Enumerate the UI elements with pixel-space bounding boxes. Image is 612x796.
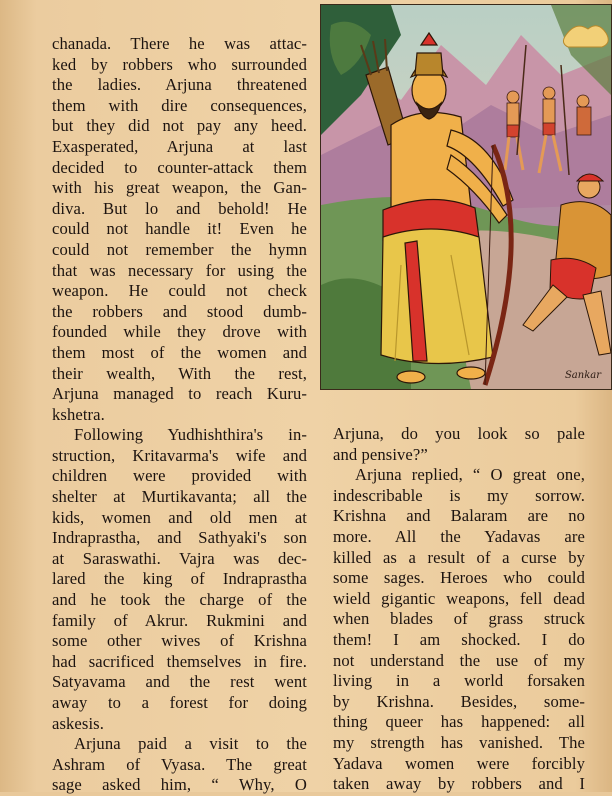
text-line: them with dire consequences, bbox=[52, 95, 307, 115]
text-line: lared the king of Indraprastha bbox=[52, 569, 307, 589]
text-line: could not handle it! Even he bbox=[52, 219, 307, 239]
text-line: sage asked him, “ Why, O bbox=[52, 775, 307, 795]
text-line: with his great weapon, the Gan- bbox=[52, 178, 307, 198]
text-line: Arjuna managed to reach Kuru- bbox=[52, 384, 307, 404]
artist-signature: Sankar bbox=[564, 370, 601, 381]
right-text-column bbox=[333, 424, 585, 795]
text-line: indescribable is my sorrow. bbox=[333, 485, 585, 505]
text-line: away to a forest for doing bbox=[52, 693, 307, 712]
text-line: and pensive?” bbox=[333, 444, 428, 464]
text-line: and he took the charge of the bbox=[52, 590, 307, 610]
text-line: them! I am shocked. I do bbox=[333, 629, 585, 649]
text-line: when blades of grass struck bbox=[333, 609, 585, 629]
text-line: Ashram of Vyasa. The great bbox=[52, 754, 307, 774]
text-line: decided to counter-attack them bbox=[52, 157, 307, 177]
text-line: not understand the use of my bbox=[333, 650, 585, 670]
text-line: thing queer has happened: all bbox=[333, 712, 585, 732]
text-line: family of Akrur. Rukmini and bbox=[52, 610, 307, 630]
text-line: had sacrificed themselves in fire. bbox=[52, 651, 307, 671]
text-line: more. All the Yadavas are bbox=[333, 526, 585, 546]
arjuna-robbers-illustration bbox=[320, 4, 612, 390]
text-line: founded while they drove with bbox=[52, 322, 307, 342]
illustration-artwork bbox=[321, 5, 611, 389]
text-line: Arjuna, do you look so pale bbox=[333, 424, 585, 443]
left-text-column bbox=[52, 34, 307, 796]
text-line: that was necessary for using the bbox=[52, 260, 307, 280]
text-line: Yadava women were forcibly bbox=[333, 753, 585, 773]
text-line: struction, Kritavarma's wife and bbox=[52, 445, 307, 465]
text-line: my strength has vanished. The bbox=[333, 732, 585, 752]
text-line: kshetra. bbox=[52, 404, 105, 424]
text-line: them most of the women and bbox=[52, 342, 307, 362]
text-line: living in a world forsaken bbox=[333, 671, 585, 691]
text-line: Indraprastha, and Sathyaki's son bbox=[52, 528, 307, 548]
text-line: their wealth, With the rest, bbox=[52, 363, 307, 383]
text-line: diva. But lo and behold! He bbox=[52, 198, 307, 218]
text-line: could not remember the hymn bbox=[52, 239, 307, 259]
text-line: but they did not pay any heed. bbox=[52, 116, 307, 136]
text-line: the robbers and stood dumb- bbox=[52, 301, 307, 321]
text-line: some sages. Heroes who could bbox=[333, 568, 585, 588]
text-line: taken away by robbers and I bbox=[333, 774, 585, 794]
text-line: children were provided with bbox=[52, 466, 307, 486]
text-line: Arjuna replied, “ O great one, bbox=[355, 465, 585, 485]
text-line: askesis. bbox=[52, 713, 104, 733]
text-line: killed as a result of a curse by bbox=[333, 547, 585, 567]
text-line: Krishna and Balaram are no bbox=[333, 506, 585, 526]
text-line: weapon. He could not check bbox=[52, 281, 307, 301]
text-line: shelter at Murtikavanta; all the bbox=[52, 487, 307, 507]
text-line: Following Yudhishthira's in- bbox=[74, 425, 307, 445]
text-line: kids, women and old men at bbox=[52, 507, 307, 527]
text-line: at Saraswathi. Vajra was dec- bbox=[52, 548, 307, 568]
text-line: ked by robbers who surrounded bbox=[52, 54, 307, 74]
text-line: wield gigantic weapons, fell dead bbox=[333, 588, 585, 608]
text-line: by Krishna. Besides, some- bbox=[333, 691, 585, 711]
text-line: some other wives of Krishna bbox=[52, 631, 307, 651]
text-line: Arjuna paid a visit to the bbox=[74, 734, 307, 754]
text-line: Exasperated, Arjuna at last bbox=[52, 136, 307, 156]
text-line: Satyavama and the rest went bbox=[52, 672, 307, 692]
text-line: chanada. There he was attac- bbox=[52, 34, 307, 53]
text-line: the ladies. Arjuna threatened bbox=[52, 75, 307, 95]
